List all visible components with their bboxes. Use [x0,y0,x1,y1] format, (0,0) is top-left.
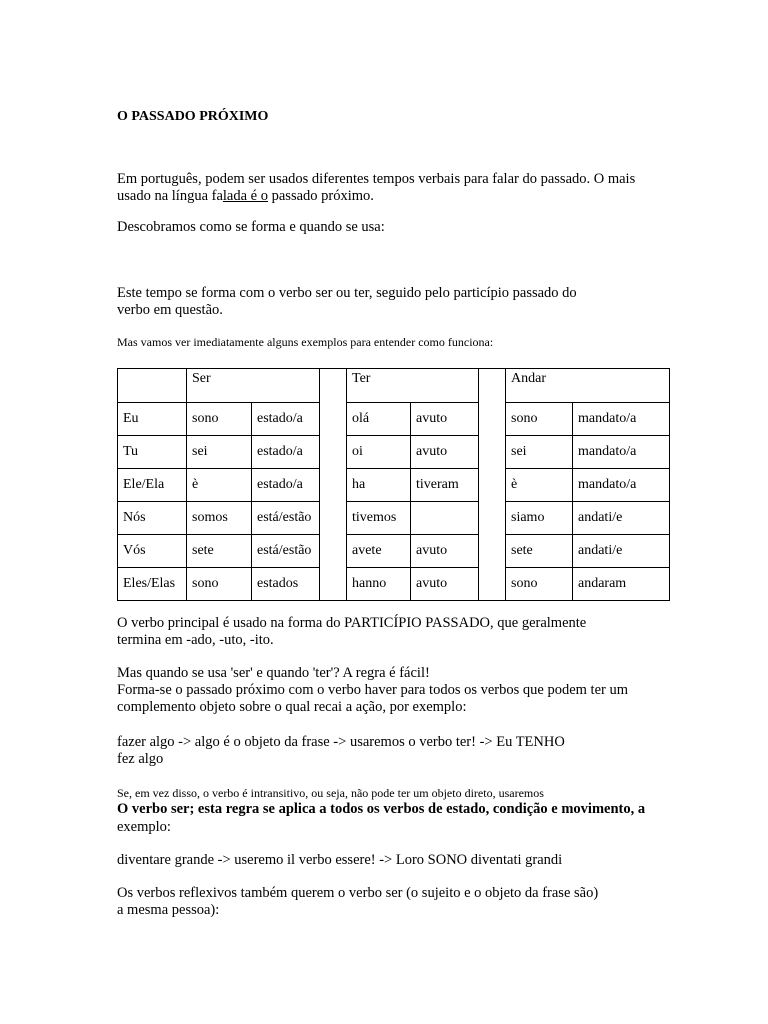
ser-auxiliary-cell: è [187,469,252,502]
ter-auxiliary-cell: olá [347,403,411,436]
andar-auxiliary-cell: sei [506,436,573,469]
ser-auxiliary-cell: sei [187,436,252,469]
ser-auxiliary-cell: sono [187,568,252,601]
page-title: O PASSADO PRÓXIMO [117,109,269,124]
andar-auxiliary-cell: è [506,469,573,502]
table-row [118,403,670,436]
table-row [118,469,670,502]
andar-auxiliary-cell: siamo [506,502,573,535]
ter-auxiliary-cell: hanno [347,568,411,601]
intro-line-2-start: usado na língua fa [117,188,223,204]
discover-paragraph: Descobramos como se forma e quando se usa: [117,219,385,235]
intro-line-1: Em português, podem ser usados diferentes tempos verbais para falar do passado. O mais [117,171,636,187]
header-ser: Ser [187,369,252,403]
intro-line-2 [117,188,374,205]
ter-participle-cell: avuto [411,535,479,568]
column-separator [479,369,506,601]
header-andar-span [573,369,670,403]
intransitive-line-3: exemplo: [117,819,171,835]
header-ter-span [411,369,479,403]
formation-line-2: verbo em questão. [117,302,223,318]
table-row [118,502,670,535]
rule-line-1: Mas quando se usa 'ser' e quando 'ter'? A regra é fácil! [117,665,430,681]
ser-auxiliary-cell: somos [187,502,252,535]
intro-line-2-end: passado próximo. [268,188,374,204]
header-ser-span [252,369,320,403]
table-row [118,568,670,601]
ser-participle-cell: está/estão [252,502,320,535]
participle-line-1: O verbo principal é usado na forma do PARTICÍPIO PASSADO, que geralmente [117,615,587,631]
ser-participle-cell: estados [252,568,320,601]
header-empty-cell [118,369,187,403]
header-ter: Ter [347,369,411,403]
reflexive-line-1: Os verbos reflexivos também querem o verbo ser (o sujeito e o objeto da frase são) [117,885,599,901]
andar-auxiliary-cell: sete [506,535,573,568]
pronoun-cell: Tu [118,436,187,469]
header-andar: Andar [506,369,573,403]
andar-participle-cell: mandato/a [573,469,670,502]
table-row [118,436,670,469]
ser-participle-cell: estado/a [252,436,320,469]
andar-participle-cell: andaram [573,568,670,601]
andar-participle-cell: mandato/a [573,436,670,469]
formation-line-1: Este tempo se forma com o verbo ser ou ter, seguido pelo particípio passado do [117,285,577,301]
intransitive-line-2: O verbo ser; esta regra se aplica a todos os verbos de estado, condição e movimento, a [117,801,646,817]
intransitive-line-1: Se, em vez disso, o verbo é intransitivo, ou seja, não pode ter um objeto direto, usaremos [117,786,544,800]
pronoun-cell: Eu [118,403,187,436]
pronoun-cell: Eles/Elas [118,568,187,601]
examples-intro: Mas vamos ver imediatamente alguns exemplos para entender como funciona: [117,335,494,349]
conjugation-table [117,368,670,601]
ter-participle-cell: tiveram [411,469,479,502]
ser-auxiliary-cell: sete [187,535,252,568]
ter-participle-cell [411,502,479,535]
column-separator [320,369,347,601]
ser-auxiliary-cell: sono [187,403,252,436]
ter-participle-cell: avuto [411,403,479,436]
pronoun-cell: Vós [118,535,187,568]
ter-auxiliary-cell: tivemos [347,502,411,535]
example-ter-line-1: fazer algo -> algo é o objeto da frase -> usaremos o verbo ter! -> Eu TENHO [117,734,565,750]
rule-line-3: complemento objeto sobre o qual recai a ação, por exemplo: [117,699,467,715]
ter-participle-cell: avuto [411,436,479,469]
ser-participle-cell: está/estão [252,535,320,568]
ter-participle-cell: avuto [411,568,479,601]
participle-line-2: termina em -ado, -uto, -ito. [117,632,274,648]
example-ter-line-2: fez algo [117,751,164,767]
andar-participle-cell: andati/e [573,535,670,568]
ser-participle-cell: estado/a [252,469,320,502]
ter-auxiliary-cell: oi [347,436,411,469]
table-row [118,535,670,568]
andar-auxiliary-cell: sono [506,568,573,601]
table-header-row [118,369,670,403]
rule-line-2: Forma-se o passado próximo com o verbo haver para todos os verbos que podem ter um [117,682,629,698]
pronoun-cell: Ele/Ela [118,469,187,502]
reflexive-line-2: a mesma pessoa): [117,902,220,918]
ter-auxiliary-cell: avete [347,535,411,568]
ter-auxiliary-cell: ha [347,469,411,502]
andar-participle-cell: andati/e [573,502,670,535]
intro-underlined-text: lada é o [222,188,268,204]
pronoun-cell: Nós [118,502,187,535]
ser-participle-cell: estado/a [252,403,320,436]
example-ser: diventare grande -> useremo il verbo essere! -> Loro SONO diventati grandi [117,852,563,868]
andar-participle-cell: mandato/a [573,403,670,436]
andar-auxiliary-cell: sono [506,403,573,436]
